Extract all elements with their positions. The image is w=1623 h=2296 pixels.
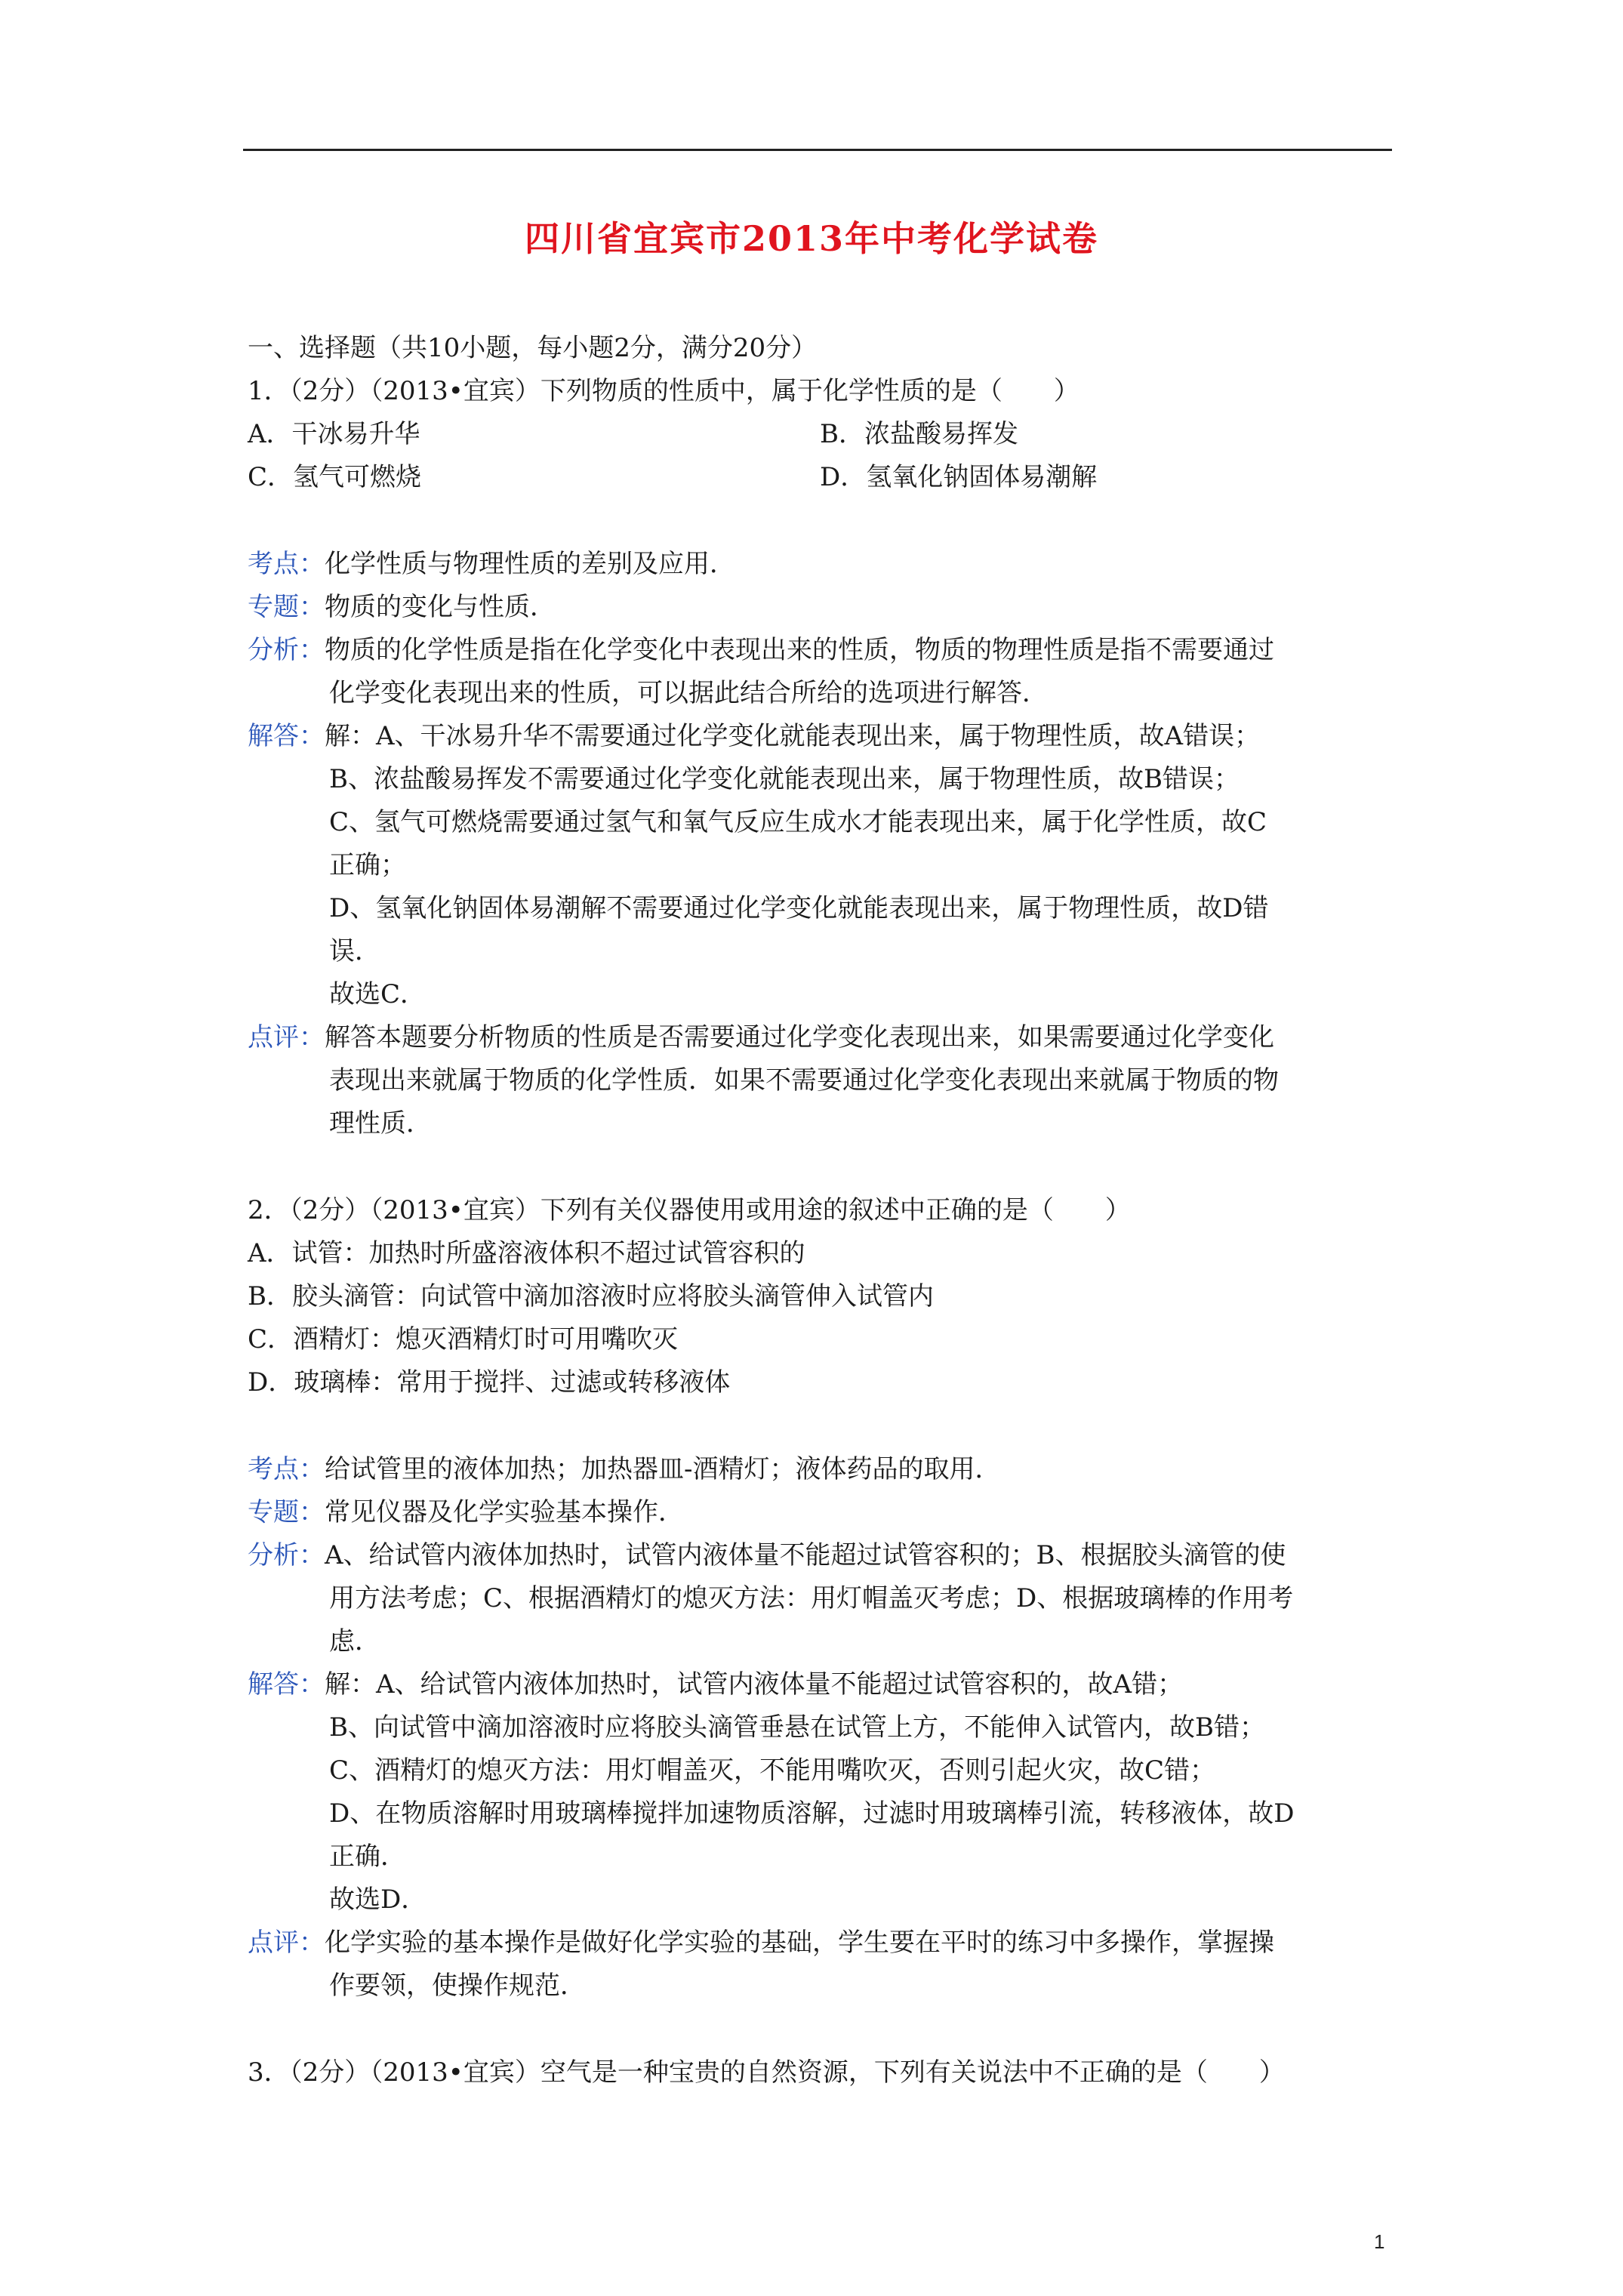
- q1-option-a: A．干冰易升华: [248, 419, 420, 449]
- q1-jieda-line: 故选C．: [329, 979, 427, 1009]
- q2-kaodian-text: 给试管里的液体加热；加热器皿-酒精灯；液体药品的取用．: [325, 1454, 1001, 1484]
- q2-jieda-line: D、在物质溶解时用玻璃棒搅拌加速物质溶解，过滤时用玻璃棒引流，转移液体，故D: [329, 1798, 1295, 1829]
- q1-jieda: [248, 719, 1260, 754]
- page-title: 四川省宜宾市2013年中考化学试卷: [524, 218, 1099, 259]
- q1-fenxi-label: 分析：: [248, 635, 325, 665]
- q2-fenxi-line: 用方法考虑；C、根据酒精灯的熄灭方法：用灯帽盖灭考虑；D、根据玻璃棒的作用考: [329, 1583, 1294, 1613]
- q1-jieda-line: C、氢气可燃烧需要通过氢气和氧气反应生成水才能表现出来，属于化学性质，故C: [329, 807, 1267, 837]
- q1-fenxi-line: 化学变化表现出来的性质，可以据此结合所给的选项进行解答．: [329, 678, 1048, 708]
- q1-dianping-line: 理性质．: [329, 1108, 432, 1139]
- q2-zhuanti-label: 专题：: [248, 1497, 325, 1527]
- q2-fenxi: [248, 1538, 1286, 1573]
- q1-zhuanti: [248, 590, 556, 624]
- q2-kaodian-label: 考点：: [248, 1454, 325, 1484]
- q2-fenxi-line: A、给试管内液体加热时，试管内液体量不能超过试管容积的；B、根据胶头滴管的使: [325, 1540, 1286, 1570]
- q1-jieda-line: 误．: [329, 936, 380, 966]
- q2-jieda-line: 故选D．: [329, 1885, 427, 1915]
- section-header: 一、选择题（共10小题，每小题2分，满分20分）: [248, 333, 818, 363]
- q2-fenxi-line: 虑．: [329, 1626, 380, 1657]
- page-number: 1: [1374, 2230, 1385, 2253]
- q1-dianping-line: 解答本题要分析物质的性质是否需要通过化学变化表现出来，如果需要通过化学变化: [325, 1022, 1274, 1052]
- q1-fenxi: [248, 633, 1274, 667]
- question-1-stem: 1．（2分）（2013•宜宾）下列物质的性质中，属于化学性质的是（ ）: [248, 376, 1079, 406]
- q2-jieda: [248, 1667, 1183, 1702]
- question-3-stem: 3．（2分）（2013•宜宾）空气是一种宝贵的自然资源，下列有关说法中不正确的是（ ）: [248, 2057, 1285, 2088]
- q1-jieda-line: 解：A、干冰易升华不需要通过化学变化就能表现出来，属于物理性质，故A错误；: [325, 721, 1261, 751]
- q2-dianping-label: 点评：: [248, 1928, 325, 1958]
- q2-dianping: [248, 1925, 1274, 1960]
- q2-fenxi-label: 分析：: [248, 1540, 325, 1570]
- q2-zhuanti: [248, 1495, 684, 1530]
- q1-option-d: D．氢氧化钠固体易潮解: [820, 462, 1098, 492]
- q2-zhuanti-text: 常见仪器及化学实验基本操作．: [325, 1497, 684, 1527]
- q2-jieda-line: 正确．: [329, 1841, 406, 1872]
- q1-dianping: [248, 1020, 1274, 1055]
- q1-dianping-label: 点评：: [248, 1022, 325, 1052]
- q1-fenxi-line: 物质的化学性质是指在化学变化中表现出来的性质，物质的物理性质是指不需要通过: [325, 635, 1274, 665]
- q1-option-c: C．氢气可燃烧: [248, 462, 422, 492]
- q1-dianping-line: 表现出来就属于物质的化学性质．如果不需要通过化学变化表现出来就属于物质的物: [329, 1065, 1279, 1096]
- q1-jieda-label: 解答：: [248, 721, 325, 751]
- q1-jieda-line: D、氢氧化钠固体易潮解不需要通过化学变化就能表现出来，属于物理性质，故D错: [329, 893, 1269, 923]
- q1-option-b: B．浓盐酸易挥发: [820, 419, 1018, 449]
- header-rule: [243, 149, 1392, 151]
- q2-option-c: C．酒精灯：熄灭酒精灯时可用嘴吹灭: [248, 1324, 679, 1354]
- q1-jieda-line: B、浓盐酸易挥发不需要通过化学变化就能表现出来，属于物理性质，故B错误；: [329, 764, 1240, 794]
- q2-dianping-line: 作要领，使操作规范．: [329, 1971, 586, 2001]
- q1-jieda-line: 正确；: [329, 850, 406, 880]
- q1-kaodian-text: 化学性质与物理性质的差别及应用．: [325, 549, 735, 579]
- q2-option-a: A．试管：加热时所盛溶液体积不超过试管容积的: [248, 1238, 805, 1268]
- q2-jieda-line: C、酒精灯的熄灭方法：用灯帽盖灭，不能用嘴吹灭，否则引起火灾，故C错；: [329, 1755, 1216, 1786]
- q2-jieda-line: 解：A、给试管内液体加热时，试管内液体量不能超过试管容积的，故A错；: [325, 1669, 1184, 1700]
- q1-kaodian-label: 考点：: [248, 549, 325, 579]
- question-2-stem: 2．（2分）（2013•宜宾）下列有关仪器使用或用途的叙述中正确的是（ ）: [248, 1195, 1131, 1225]
- q2-dianping-line: 化学实验的基本操作是做好化学实验的基础，学生要在平时的练习中多操作，掌握操: [325, 1928, 1274, 1958]
- q2-jieda-line: B、向试管中滴加溶液时应将胶头滴管垂悬在试管上方，不能伸入试管内，故B错；: [329, 1712, 1265, 1743]
- q2-jieda-label: 解答：: [248, 1669, 325, 1700]
- q2-option-d: D．玻璃棒：常用于搅拌、过滤或转移液体: [248, 1367, 731, 1398]
- q2-option-b: B．胶头滴管：向试管中滴加溶液时应将胶头滴管伸入试管内: [248, 1281, 934, 1311]
- q1-kaodian: [248, 547, 735, 581]
- q2-kaodian: [248, 1452, 1001, 1487]
- q1-zhuanti-label: 专题：: [248, 592, 325, 622]
- q1-zhuanti-text: 物质的变化与性质．: [325, 592, 556, 622]
